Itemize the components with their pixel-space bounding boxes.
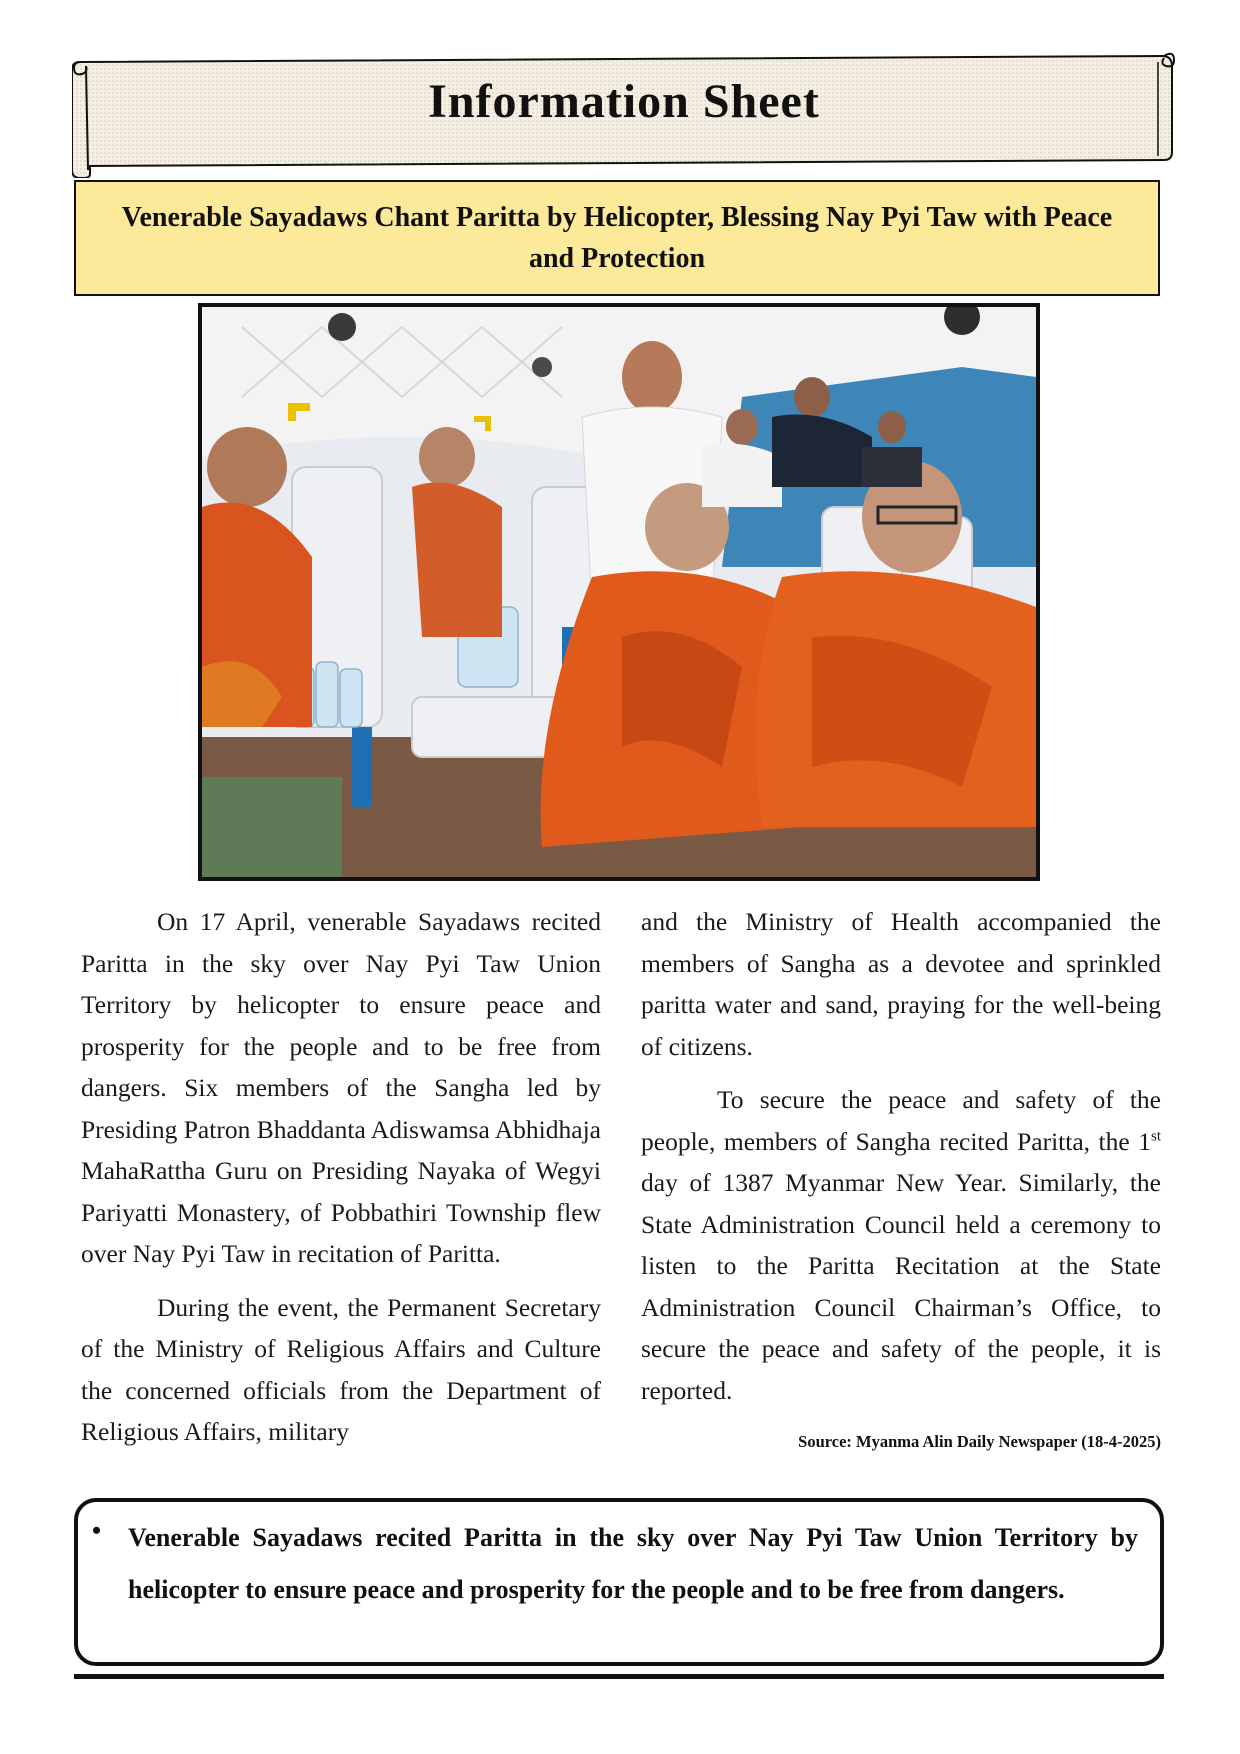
- ordinal-suffix: st: [1150, 1128, 1161, 1144]
- headline-text: Venerable Sayadaws Chant Paritta by Helicopter, Blessing Nay Pyi Taw with Peace and Protection: [121, 202, 1113, 274]
- headline-box: [74, 180, 1160, 296]
- paragraph-2-continued: and the Ministry of Health accompanied the members of Sangha as a devotee and sprinkled paritta water and sand, praying for the well-being of citizens.: [641, 907, 1161, 1061]
- page-title: Information Sheet: [428, 75, 820, 128]
- paragraph-3-part-a: To secure the peace and safety of the people, members of Sangha recited Paritta, the 1: [641, 1085, 1161, 1156]
- bullet-icon: •: [92, 1516, 102, 1545]
- bottom-rule: [74, 1674, 1164, 1679]
- paragraph-3: [641, 1079, 1161, 1411]
- title-banner: [72, 52, 1176, 178]
- summary-box: [74, 1498, 1164, 1666]
- photo-monks-in-helicopter: [202, 307, 1036, 877]
- article-photo: [198, 303, 1040, 881]
- paragraph-2: During the event, the Permanent Secretary of the Ministry of Religious Affairs and Culture the concerned officials from the Department of Religious Affairs, military: [81, 1292, 601, 1446]
- article-column-right: [641, 901, 1161, 1423]
- paragraph-1: On 17 April, venerable Sayadaws recited Paritta in the sky over Nay Pyi Taw Union Territory by helicopter to ensure peace and prosperity for the people and to be free from dangers. Six members of the Sangha led by Presiding Patron Bhaddanta Adiswamsa Abhidhaja MahaRattha Guru on Presiding Nayaka of Wegyi Pariyatti Monastery, of Pobbathiri Township flew over Nay Pyi Taw in recitation of Paritta.: [81, 907, 601, 1268]
- summary-text: Venerable Sayadaws recited Paritta in the sky over Nay Pyi Taw Union Territory by helicopter to ensure peace and prosperity for the people and to be free from dangers.: [128, 1523, 1138, 1604]
- paragraph-3-part-b: day of 1387 Myanmar New Year. Similarly, the State Administration Council held a ceremony to listen to the Paritta Recitation at the State Administration Council Chairman’s Office, to secure the peace and safety of the people, it is reported.: [641, 1168, 1161, 1405]
- article-column-left: [81, 901, 601, 1465]
- source-citation: Source: Myanma Alin Daily Newspaper (18-4-2025): [798, 1432, 1161, 1451]
